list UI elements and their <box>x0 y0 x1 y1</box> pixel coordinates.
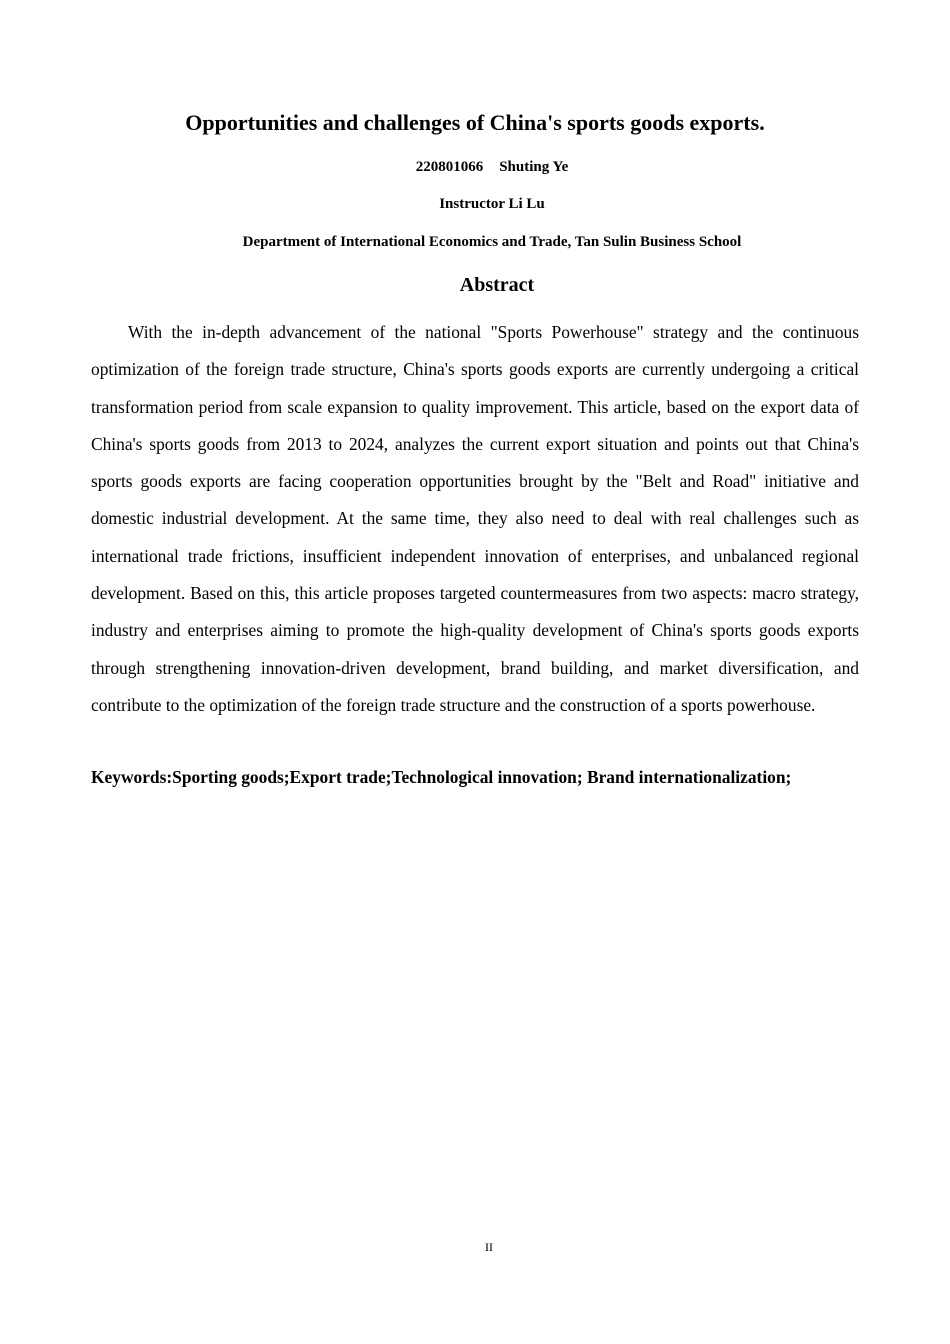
abstract-body: With the in-depth advancement of the national "Sports Powerhouse" strategy and the continuous optimization of the foreign trade structure, China's sports goods exports are currently undergoing a critical transformation period from scale expansion to quality improvement. This article, based on the export data of China's sports goods from 2013 to 2024, analyzes the current export situation and points out that China's sports goods exports are facing cooperation opportunities brought by the "Belt and Road" initiative and domestic industrial development. At the same time, they also need to deal with real challenges such as international trade frictions, insufficient independent innovation of enterprises, and unbalanced regional development. Based on this, this article proposes targeted countermeasures from two aspects: macro strategy, industry and enterprises aiming to promote the high-quality development of China's sports goods exports through strengthening innovation-driven development, brand building, and market diversification, and contribute to the optimization of the foreign trade structure and the construction of a sports powerhouse. <box>91 322 859 715</box>
author-name: Shuting Ye <box>499 159 569 175</box>
keywords-line: Keywords:Sporting goods;Export trade;Technological innovation; Brand internationalization; <box>91 767 792 787</box>
author-line <box>0 157 950 177</box>
instructor-line: Instructor Li Lu <box>439 196 545 212</box>
student-id: 220801066 <box>415 159 484 175</box>
department-line: Department of International Economics and Trade, Tan Sulin Business School <box>242 234 742 250</box>
abstract-heading: Abstract <box>459 274 535 296</box>
document-title: Opportunities and challenges of China's sports goods exports. <box>185 110 765 135</box>
page-number: II <box>485 1240 493 1254</box>
